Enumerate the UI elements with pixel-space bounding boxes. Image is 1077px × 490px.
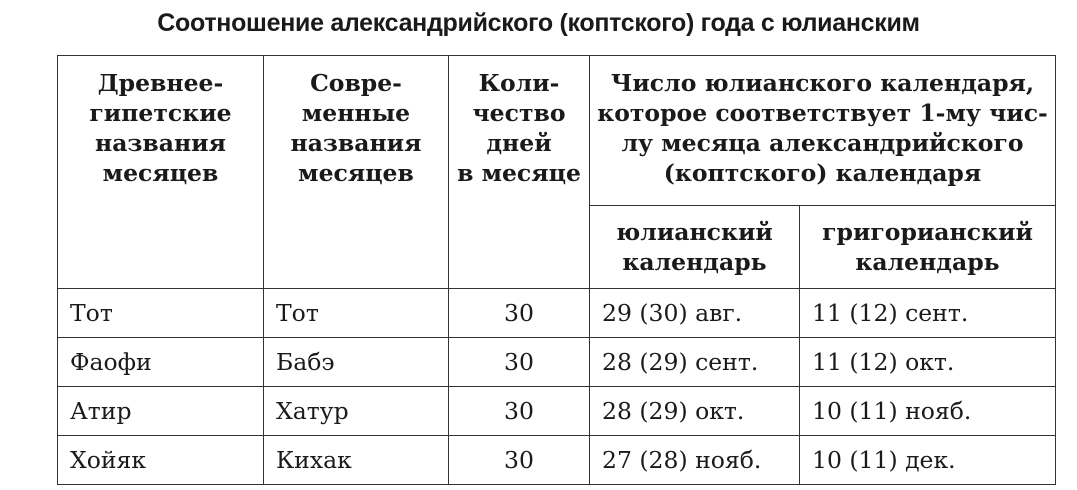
julian-date-cell: 28 (29) окт. xyxy=(590,387,800,436)
julian-date-cell: 28 (29) сент. xyxy=(590,338,800,387)
calendar-table xyxy=(57,55,1056,485)
table-row xyxy=(58,289,1056,338)
table-row xyxy=(58,436,1056,485)
julian-date-cell: 29 (30) авг. xyxy=(590,289,800,338)
header-row xyxy=(58,56,1056,206)
header-modern-names: Совре- менные названия месяцев xyxy=(264,56,449,289)
modern-month-cell: Хатур xyxy=(264,387,449,436)
header-julian-number: Число юлианского календаря, которое соответствует 1-му чис- лу месяца александрийского (коптского) календаря xyxy=(590,56,1056,206)
days-cell: 30 xyxy=(449,387,590,436)
modern-month-cell: Кихак xyxy=(264,436,449,485)
egyptian-month-cell: Фаофи xyxy=(58,338,264,387)
egyptian-month-cell: Атир xyxy=(58,387,264,436)
days-cell: 30 xyxy=(449,289,590,338)
egyptian-month-cell: Хойяк xyxy=(58,436,264,485)
gregorian-date-cell: 10 (11) нояб. xyxy=(800,387,1056,436)
table-row xyxy=(58,387,1056,436)
modern-month-cell: Тот xyxy=(264,289,449,338)
days-cell: 30 xyxy=(449,436,590,485)
gregorian-date-cell: 11 (12) сент. xyxy=(800,289,1056,338)
gregorian-date-cell: 11 (12) окт. xyxy=(800,338,1056,387)
julian-date-cell: 27 (28) нояб. xyxy=(590,436,800,485)
egyptian-month-cell: Тот xyxy=(58,289,264,338)
modern-month-cell: Бабэ xyxy=(264,338,449,387)
gregorian-date-cell: 10 (11) дек. xyxy=(800,436,1056,485)
table-title: Соотношение александрийского (коптского) года с юлианским xyxy=(157,9,920,37)
header-gregorian-calendar: григорианский календарь xyxy=(800,206,1056,289)
days-cell: 30 xyxy=(449,338,590,387)
table-row xyxy=(58,338,1056,387)
header-days-count: Коли- чество дней в месяце xyxy=(449,56,590,289)
header-julian-calendar: юлианский календарь xyxy=(590,206,800,289)
header-egyptian-names: Древнее- гипетские названия месяцев xyxy=(58,56,264,289)
